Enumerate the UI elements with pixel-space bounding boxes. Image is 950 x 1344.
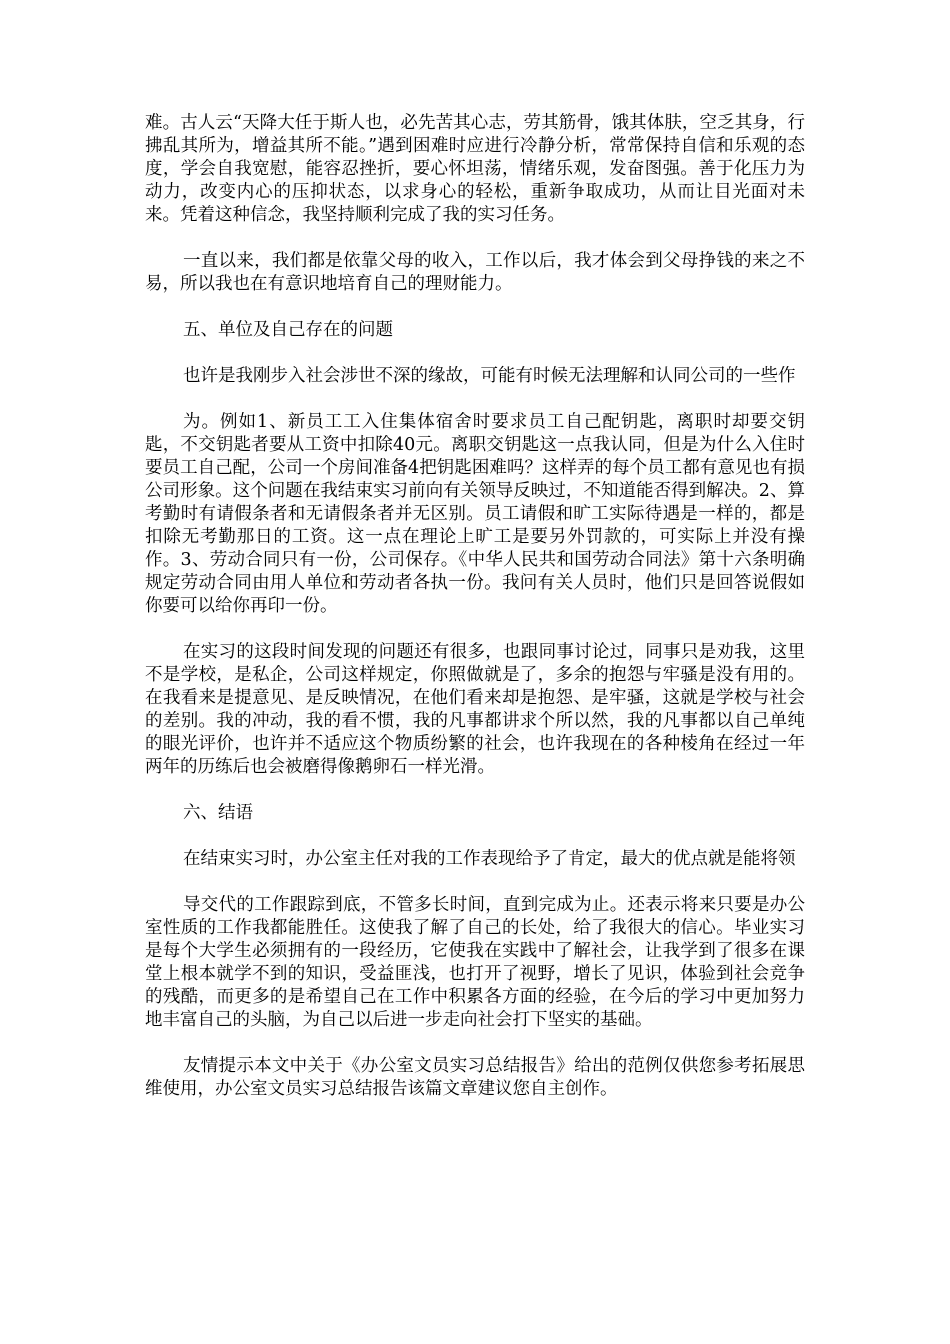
- paragraph-finance: 一直以来，我们都是依靠父母的收入，工作以后，我才体会到父母挣钱的来之不易，所以我也在有意识地培育自己的理财能力。: [145, 251, 805, 294]
- paragraph-disclaimer: 友情提示本文中关于《办公室文员实习总结报告》给出的范例仅供您参考拓展思维使用，办公室文员实习总结报告该篇文章建议您自主创作。: [145, 1056, 805, 1099]
- paragraph-problems-examples: 为。例如1、新员工工入住集体宿舍时要求员工自己配钥匙，离职时却要交钥匙，不交钥匙者要从工资中扣除40元。离职交钥匙这一点我认同，但是为什么入住时要员工自己配，公司一个房间准备4把钥匙困难吗？这样弄的每个员工都有意见也有损公司形象。这个问题在我结束实习前向有关领导反映过，不知道能否得到解决。2、算考勤时有请假条者和无请假条者并无区别。员工请假和旷工实际待遇是一样的，都是扣除无考勤那日的工资。这一点在理论上旷工是要另外罚款的，可实际上并没有操作。3、劳动合同只有一份，公司保存。《中华人民共和国劳动合同法》第十六条明确规定劳动合同由用人单位和劳动者各执一份。我问有关人员时，他们只是回答说假如你要可以给你再印一份。: [145, 412, 805, 616]
- paragraph-conclusion-body: 导交代的工作跟踪到底，不管多长时间，直到完成为止。还表示将来只要是办公室性质的工作我都能胜任。这使我了解了自己的长处，给了我很大的信心。毕业实习是每个大学生必须拥有的一段经历，它使我在实践中了解社会，让我学到了很多在课堂上根本就学不到的知识，受益匪浅，也打开了视野，增长了见识，体验到社会竞争的残酷，而更多的是希望自己在工作中积累各方面的经验，在今后的学习中更加努力地丰富自己的头脑，为自己以后进一步走向社会打下坚实的基础。: [145, 895, 805, 1030]
- paragraph-problems-discussion: 在实习的这段时间发现的问题还有很多，也跟同事讨论过，同事只是劝我，这里不是学校，是私企，公司这样规定，你照做就是了，多余的抱怨与牢骚是没有用的。在我看来是提意见、是反映情况，在他们看来却是抱怨、是牢骚，这就是学校与社会的差别。我的冲动，我的看不惯，我的凡事都讲求个所以然，我的凡事都以自己单纯的眼光评价，也许并不适应这个物质纷繁的社会，也许我现在的各种棱角在经过一年两年的历练后也会被磨得像鹅卵石一样光滑。: [145, 642, 805, 777]
- document-body: [145, 112, 805, 1124]
- section-heading-problems: 五、单位及自己存在的问题: [183, 320, 393, 340]
- paragraph-conclusion-intro: 在结束实习时，办公室主任对我的工作表现给予了肯定，最大的优点就是能将领: [183, 849, 796, 869]
- paragraph-problems-intro: 也许是我刚步入社会涉世不深的缘故，可能有时候无法理解和认同公司的一些作: [183, 366, 796, 386]
- paragraph-perseverance: 难。古人云“天降大任于斯人也，必先苦其心志，劳其筋骨，饿其体肤，空乏其身，行拂乱其所为，增益其所不能。”遇到困难时应进行冷静分析，常常保持自信和乐观的态度，学会自我宽慰，能容忍挫折，要心怀坦荡，情绪乐观，发奋图强。善于化压力为动力，改变内心的压抑状态，以求身心的轻松，重新争取成功，从而让目光面对未来。凭着这种信念，我坚持顺利完成了我的实习任务。: [145, 113, 805, 225]
- section-heading-conclusion: 六、结语: [183, 803, 253, 823]
